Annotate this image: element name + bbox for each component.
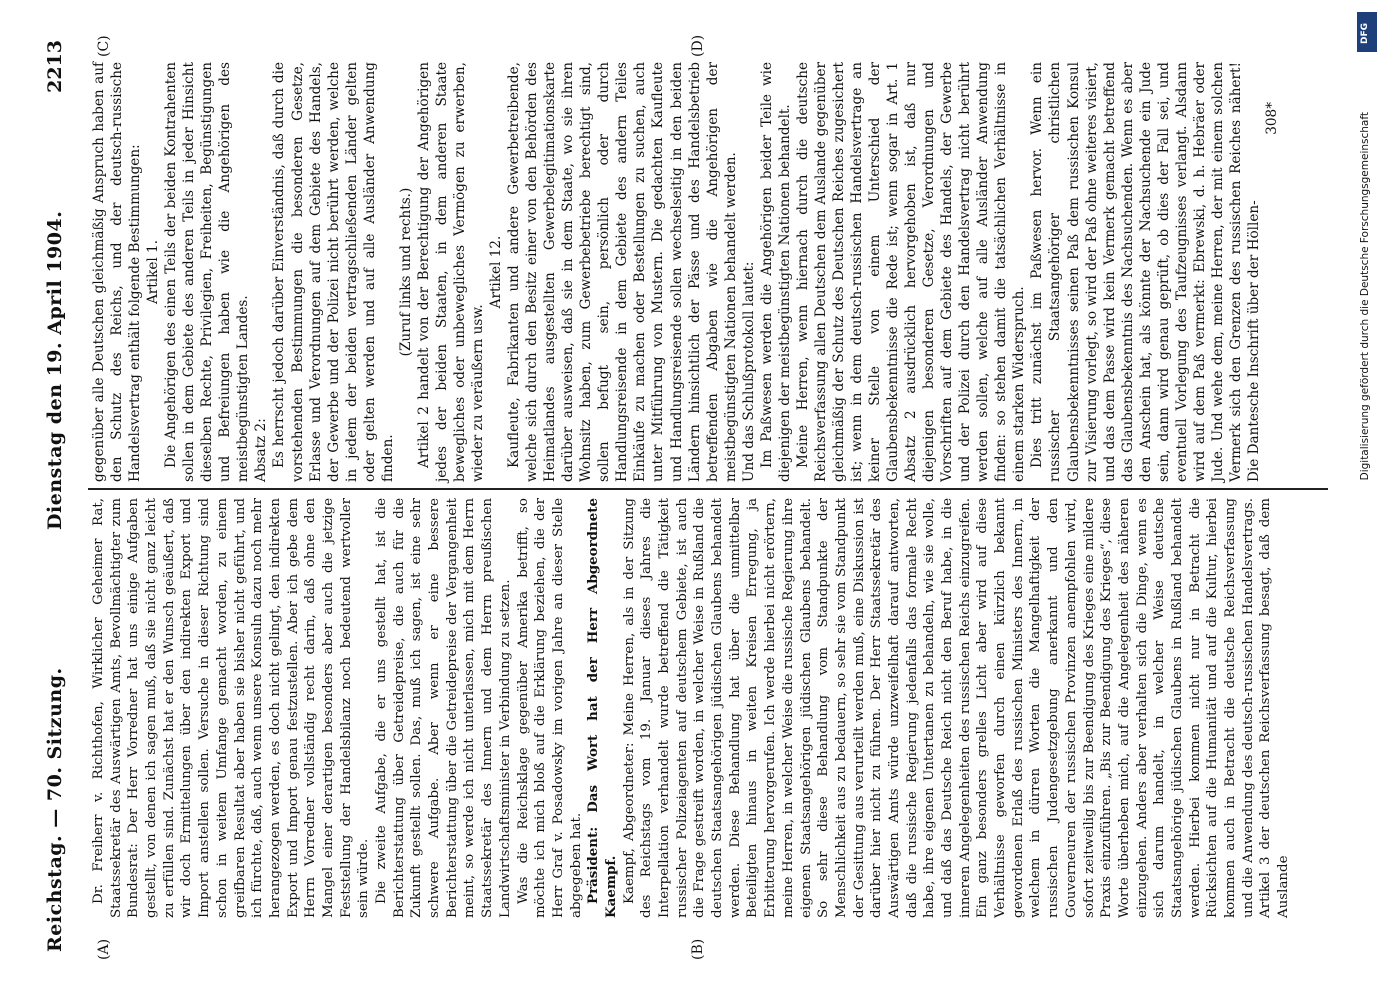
article-title: Artikel 1. [145, 239, 162, 305]
marker-a: (A) [96, 938, 112, 960]
article-title: Artikel 12. [488, 235, 505, 309]
right-column [90, 62, 1281, 482]
page-number: 2213 [44, 40, 66, 93]
marker-b: (B) [690, 938, 706, 960]
president-line: Präsident: Das Wort hat der Herr Abgeordnete Kaempf. [585, 498, 619, 918]
paragraph: Meine Herren, wenn hiernach durch die deutsche Reichsverfassung allen Deutschen dem Auslande gegenüber gleichmäßig der Schutz des Deutschen Reiches zugesichert ist; wenn in dem deutsch-russischen Handelsvertrage an keiner Stelle von einem Unterschied der Glaubensbekenntnisse die Rede ist; wenn sogar in Art. 1 Absatz 2 ausdrücklich hervorgehoben ist, daß nur diejenigen besonderen Gesetze, Verordnungen und Vorschriften auf dem Gebiete des Handels, der Gewerbe und der Polizei durch den Handelsvertrag nicht berührt werden sollen, welche auf alle Ausländer Anwendung finden: so stehen damit die tatsächlichen Verhältnisse in einem starken Widerspruch. [794, 62, 1028, 482]
paragraph: Die Angehörigen des einen Teils der beiden Kontrahenten sollen in dem Gebiete des anderen Teils in jeder Hinsicht dieselben Rechte, Privilegien, Freiheiten, Begünstigungen und Befreiungen haben wie die Angehörigen des meistbegünstigten Landes. [163, 62, 252, 482]
paragraph: gegenüber alle Deutschen gleichmäßig Anspruch haben auf den Schutz des Reichs, und der deutsch-russische Handelsvertrag enthält folgende Bestimmungen: [91, 62, 144, 482]
paragraph: Dies tritt zunächst im Paßwesen hervor. Wenn ein russischer Staatsangehöriger christlichen Glaubensbekenntnisses seinen Paß dem russischen Konsul zur Visierung vorlegt, so wird der Paß ohne weiteres visiert, und das dem Passe wird kein Vermerk gemacht betreffend das Glaubensbekenntnis des Nachsuchenden. Wenn es aber den Anschein hat, als könnte der Nachsuchende ein Jude sein, dann wird genau geprüft, ob dies der Fall sei, und eventuell Vorlegung des Taufzeugnisses verlangt. Alsdann wird auf dem Paß vermerkt: Ebrewski, d. h. Hebräer oder Jude. Und wehe dem, meine Herren, der mit einem solchen Vermerk sich den Grenzen des russischen Reiches nähert! Die Dantesche Inschrift über der Höllen- [1029, 62, 1262, 482]
marker-c: (C) [96, 35, 112, 57]
dfg-logo: DFG [1357, 12, 1377, 52]
paragraph: Im Paßwesen werden die Angehörigen beider Teile wie diejenigen der meistbegünstigten Nationen behandelt. [758, 62, 793, 482]
page-header [44, 40, 70, 960]
marker-d: (D) [690, 34, 706, 57]
paragraph: Dr. Freiherr v. Richthofen, Wirklicher Geheimer Rat, Staatssekretär des Auswärtigen Amts, Bevollmächtigter zum Bundesrat: Der Herr Vorredner hat uns einige Aufgaben gestellt, von denen ich sagen muß, daß sie nicht ganz leicht zu erfüllen sind. Zunächst hat er den Wunsch geäußert, daß wir doch Ermittelungen über den indirekten Export und Import anstellen sollen. Versuche in dieser Richtung sind schon in weitem Umfange gemacht worden, zu einem greifbaren Resultat aber haben sie bisher nicht geführt, und ich fürchte, daß, auch wenn unsere Konsuln dazu noch mehr herangezogen werden, es doch nicht gelingt, den indirekten Export und Import genau festzustellen. Aber ich gebe dem Herrn Vorredner vollständig recht darin, daß ohne den Mangel einer derartigen besonders aber auch die jetzige Feststellung der Handelsbilanz noch bedeutend wertvoller sein würde. [91, 498, 372, 918]
paragraph: Die zweite Aufgabe, die er uns gestellt hat, ist die Berichterstattung über Getreidepreise, die auch für die Zukunft gestellt sollen. Das, muß ich sagen, ist eine sehr schwere Aufgabe. Aber wenn er eine bessere Berichterstattung über die Getreidepreise der Vergangenheit meint, so werde ich nicht unterlassen, mich mit dem Herrn Staatssekretär des Innern und dem Herrn preußischen Landwirtschaftsminister in Verbindung zu setzen. [374, 498, 513, 918]
paragraph: Und das Schlußprotokoll lautet: [740, 261, 757, 482]
digitization-credit: Digitalisierung gefördert durch die Deutsche Forschungsgemeinschaft [1359, 112, 1371, 481]
header-date: Dienstag den 19. April 1904. [44, 210, 66, 530]
section-label: Absatz 2: [253, 418, 270, 482]
interjection: (Zuruf links und rechts.) [397, 187, 414, 357]
left-column [90, 498, 1293, 918]
footer-signature: 308* [1264, 102, 1281, 135]
paragraph: Kaufleute, Fabrikanten und andere Gewerbetreibende, welche sich durch den Besitz einer von den Behörden des Heimatlandes ausgestellten Gewerbelegitimationskarte darüber ausweisen, daß sie in dem Staate, wo sie ihren Wohnsitz haben, zum Gewerbebetriebe berechtigt sind, sollen befugt sein, persönlich oder durch Handlungsreisende in dem Gebiete des andern Teiles Einkäufe zu machen oder Bestellungen zu suchen, auch unter Mitführung von Mustern. Die gedachten Kaufleute und Handlungsreisende sollen wechselseitig in den beiden Ländern hinsichtlich der Pässe und des Handelsbetrieb betreffenden Abgaben wie die Angehörigen der meistbegünstigten Nationen behandelt werden. [506, 62, 739, 482]
paragraph: Artikel 2 handelt von der Berechtigung der Angehörigen jedes der beiden Staaten, in dem anderen Staate bewegliches oder unbewegliches Vermögen zu erwerben, wieder zu veräußern usw. [415, 62, 486, 482]
column-rule [88, 488, 1328, 490]
paragraph: Was die Reichsklage gegenüber Amerika betrifft, so möchte ich mich bloß auf die Erklärung beziehen, die der Herr Graf v. Posadowsky im vorigen Jahre an dieser Stelle abgegeben hat. [515, 498, 584, 918]
header-left: Reichstag. — 70. Sitzung. [44, 667, 66, 952]
paragraph: Es herrscht jedoch darüber Einverständnis, daß durch die vorstehenden Bestimmungen die besonderen Gesetze, Erlasse und Verordnungen auf dem Gebiete des Handels, der Gewerbe und der Polizei nicht berührt werden, welche in jedem der beiden vertragschließenden Länder gelten oder gelten werden und auf alle Ausländer Anwendung finden. [271, 62, 396, 482]
paragraph: Kaempf, Abgeordneter: Meine Herren, als in der Sitzung des Reichstags vom 19. Januar dieses Jahres die Interpellation verhandelt wurde betreffend die Tätigkeit russischer Polizeiagenten auf deutschem Gebiete, ist auch die Frage gestreift worden, in welcher Weise in Rußland die deutschen Staatsangehörigen jüdischen Glaubens behandelt werden. Diese Behandlung hat über die unmittelbar Beteiligten hinaus in weiten Kreisen Erregung, ja Erbitterung hervorgerufen. Ich werde hierbei nicht erörtern, meine Herren, in welcher Weise die russische Regierung ihre eigenen Staatsangehörigen jüdischen Glaubens behandelt. So sehr diese Behandlung vom Standpunkte der Menschlichkeit aus zu bedauern, so sehr sie vom Standpunkt der Gesittung aus verurteilt werden muß, eine Diskussion ist darüber hier nicht zu führen. Der Herr Staatssekretär des Auswärtigen Amts würde unzweifelhaft darauf antworten, daß die russische Regierung jedenfalls das formale Recht habe, ihre eigenen Untertanen zu behandeln, wie sie wolle, und daß das Deutsche Reich nicht den Beruf habe, in die inneren Angelegenheiten des russischen Reichs einzugreifen. Ein ganz besonders grelles Licht aber wird auf diese Verhältnisse geworfen durch einen kürzlich bekannt gewordenen Erlaß des russischen Ministers des Innern, in welchem in dürren Worten die Mangelhaftigkeit der russischen Judengesetzgebung anerkannt und den Gouverneuren der russischen Provinzen anempfohlen wird, sofort zeitweilig bis zur Beendigung des Krieges eine mildere Praxis einzuführen. „Bis zur Beendigung des Krieges“, diese Worte überheben mich, auf die Angelegenheit des näheren einzugehen. Anders aber verhalten sich die Dinge, wenn es sich darum handelt, in welcher Weise deutsche Staatsangehörige jüdischen Glaubens in Rußland behandelt werden. Hierbei kommen nicht nur in Betracht die Rücksichten auf die Humanität und auf die Kultur, hierbei kommen auch in Betracht die deutsche Reichsverfassung und die Anwendung des deutsch-russischen Handelsvertrags. Artikel 3 der deutschen Reichsverfassung besagt, daß dem Auslande [621, 498, 1292, 918]
